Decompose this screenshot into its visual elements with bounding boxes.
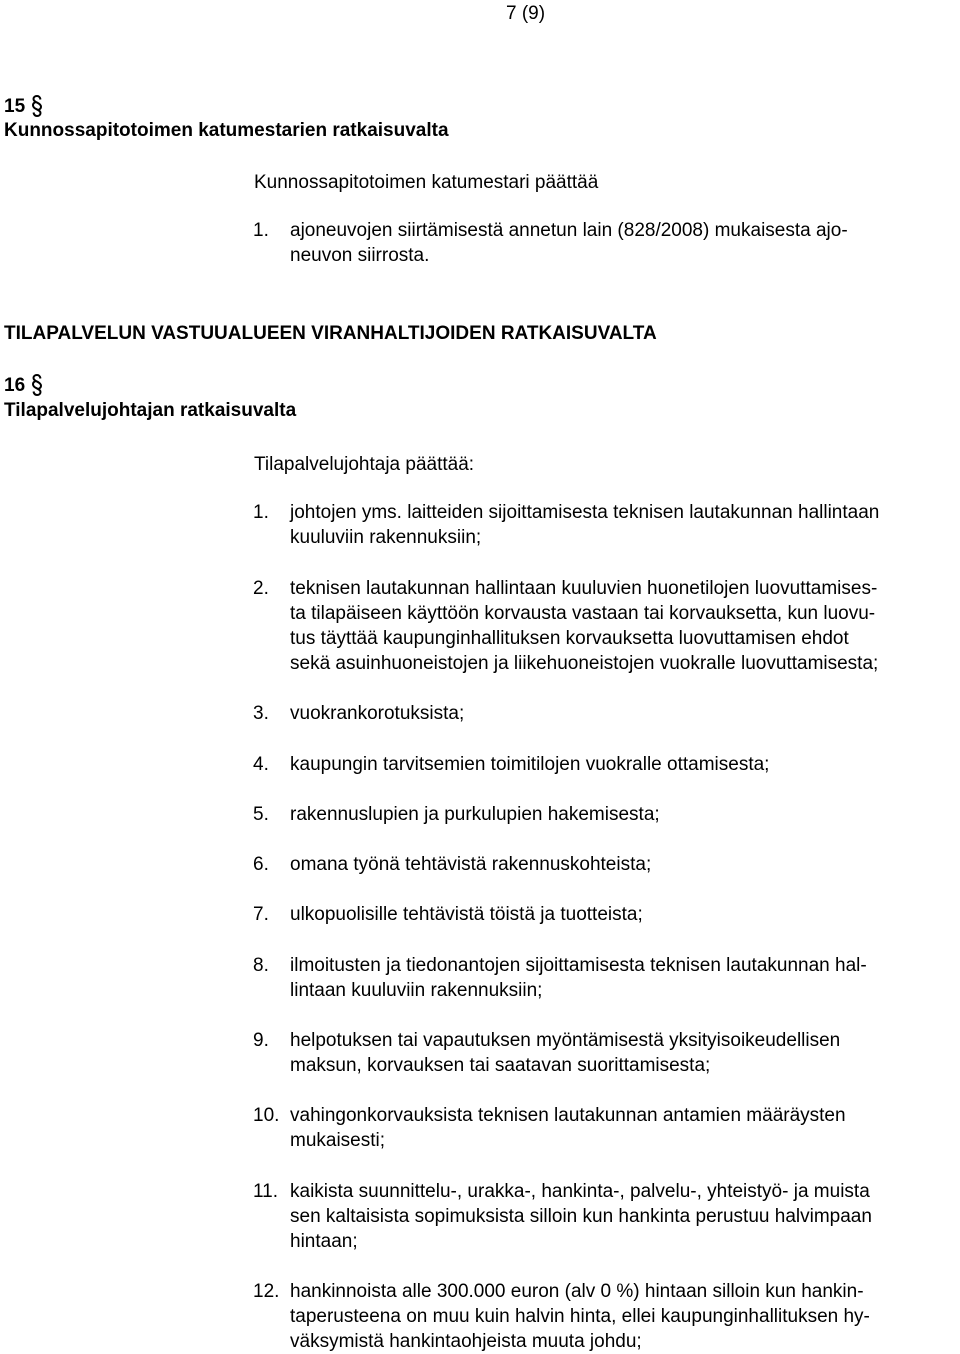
list-item-line: sekä asuinhuoneistojen ja liikehuoneistojen vuokralle luovuttamisesta; — [290, 653, 879, 674]
list-item-text — [290, 902, 960, 927]
list-item-line: ilmoitusten ja tiedonantojen sijoittamisesta teknisen lautakunnan hal- — [290, 955, 867, 976]
list-item-line: neuvon siirrosta. — [290, 245, 430, 266]
page-number: 7 (9) — [506, 3, 546, 24]
list-item-line: mukaisesti; — [290, 1130, 386, 1151]
list-item-line: maksun, korvauksen tai saatavan suorittamisesta; — [290, 1055, 711, 1076]
list-item-text — [290, 1279, 960, 1354]
list-item-number: 12. — [253, 1281, 280, 1302]
list-item-text — [290, 701, 960, 726]
list-item-number: 2. — [253, 578, 269, 599]
list-item-text — [290, 852, 960, 877]
list-item-text — [290, 953, 960, 1003]
list-item-number: 1. — [253, 502, 269, 523]
list-item-line: hankinnoista alle 300.000 euron (alv 0 %) hintaan silloin kun hankin- — [290, 1281, 864, 1302]
list-item-line: lintaan kuuluviin rakennuksiin; — [290, 980, 543, 1001]
list-item-number: 7. — [253, 904, 269, 925]
list-item-line: ajoneuvojen siirtämisestä annetun lain (828/2008) mukaisesta ajo- — [290, 220, 848, 241]
section-sign-icon — [31, 374, 43, 396]
list-item-line: kaikista suunnittelu-, urakka-, hankinta-, palvelu-, yhteistyö- ja muista — [290, 1181, 870, 1202]
list-item-number: 1. — [253, 220, 269, 241]
list-item-line: ta tilapäiseen käyttöön korvausta vastaan tai korvauksetta, kun luovu- — [290, 603, 876, 624]
list-item-line: rakennuslupien ja purkulupien hakemisesta; — [290, 804, 660, 825]
list-item-line: hintaan; — [290, 1231, 358, 1252]
list-item-number: 8. — [253, 955, 269, 976]
section-16-intro: Tilapalvelujohtaja päättää: — [254, 454, 475, 475]
list-item-text — [290, 752, 960, 777]
list-item-line: helpotuksen tai vapautuksen myöntämisestä yksityisoikeudellisen — [290, 1030, 841, 1051]
list-item-line: taperusteena on muu kuin halvin hinta, ellei kaupunginhallituksen hy- — [290, 1306, 870, 1327]
list-item-line: tus täyttää kaupunginhallituksen korvauksetta luovuttamisen ehdot — [290, 628, 849, 649]
list-item-text — [290, 218, 960, 268]
list-item-line: kaupungin tarvitsemien toimitilojen vuokralle ottamisesta; — [290, 754, 770, 775]
list-item-line: johtojen yms. laitteiden sijoittamisesta teknisen lautakunnan hallintaan — [290, 502, 880, 523]
list-item-line: sen kaltaisista sopimuksista silloin kun hankinta perustuu halvimpaan — [290, 1206, 872, 1227]
list-item-text — [290, 576, 960, 676]
section-15-title: Kunnossapitotoimen katumestarien ratkaisuvalta — [4, 120, 449, 141]
list-item-text — [290, 1103, 960, 1153]
list-item-line: vahingonkorvauksista teknisen lautakunnan antamien määräysten — [290, 1105, 846, 1126]
list-item-number: 11. — [253, 1181, 279, 1202]
list-item-number: 6. — [253, 854, 269, 875]
list-item-line: omana työnä tehtävistä rakennuskohteista; — [290, 854, 652, 875]
list-item-line: teknisen lautakunnan hallintaan kuuluvien huonetilojen luovuttamises- — [290, 578, 878, 599]
section-15-intro: Kunnossapitotoimen katumestari päättää — [254, 172, 599, 193]
section-16-number: 16 — [4, 375, 26, 396]
list-item-text — [290, 1028, 960, 1078]
list-item-number: 4. — [253, 754, 269, 775]
section-16-title: Tilapalvelujohtajan ratkaisuvalta — [4, 400, 297, 421]
list-item-text — [290, 500, 960, 550]
list-item-line: kuuluviin rakennuksiin; — [290, 527, 482, 548]
list-item-number: 9. — [253, 1030, 269, 1051]
section-16-heading — [4, 373, 43, 398]
section-sign-icon — [31, 95, 43, 117]
section-15-heading — [4, 94, 43, 119]
list-item-number: 3. — [253, 703, 269, 724]
list-item-text — [290, 1179, 960, 1254]
list-item-text — [290, 802, 960, 827]
list-item-line: vuokrankorotuksista; — [290, 703, 465, 724]
list-item-line: väksymistä hankintaohjeista muuta johdu; — [290, 1331, 642, 1352]
division-heading: TILAPALVELUN VASTUUALUEEN VIRANHALTIJOIDEN RATKAISUVALTA — [4, 323, 657, 344]
list-item-number: 5. — [253, 804, 269, 825]
section-15-number: 15 — [4, 96, 26, 117]
list-item-number: 10. — [253, 1105, 280, 1126]
list-item-line: ulkopuolisille tehtävistä töistä ja tuotteista; — [290, 904, 643, 925]
